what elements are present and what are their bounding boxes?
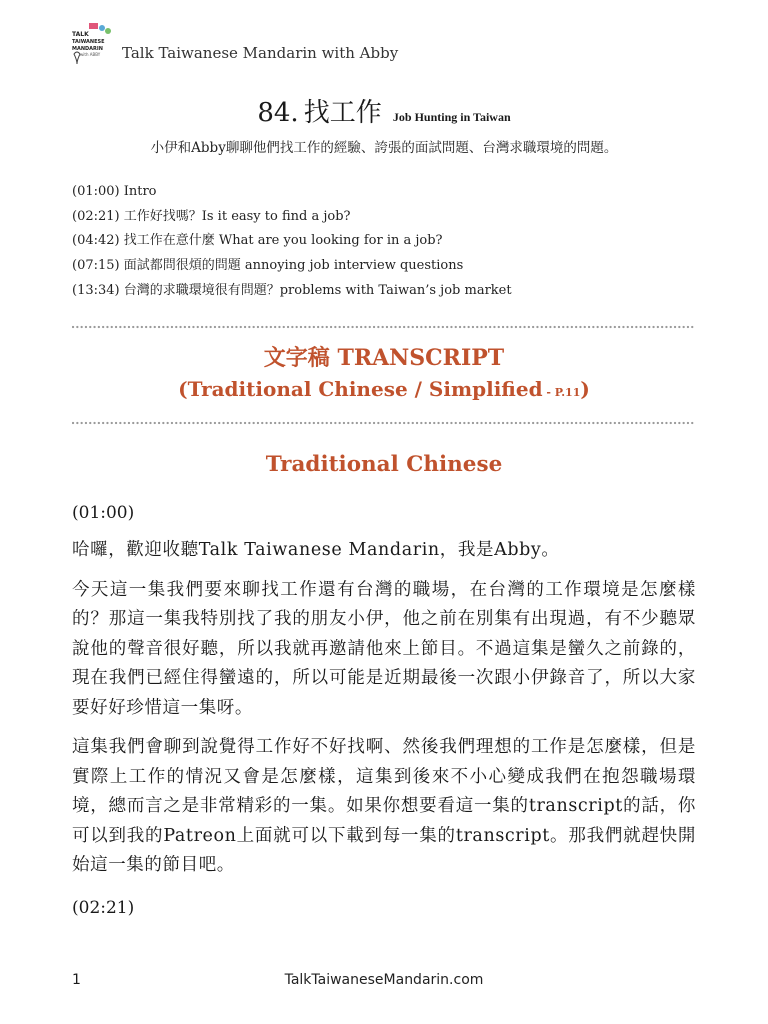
table-of-contents: [72, 180, 712, 304]
logo-line-3: MANDARIN: [72, 46, 103, 52]
toc-item: (07:15) 面試都問很煩的問題 annoying job interview questions: [72, 258, 464, 274]
transcript-title: 文字稿 TRANSCRIPT: [263, 345, 505, 371]
transcript-heading: [0, 342, 768, 408]
site-title: Talk Taiwanese Mandarin with Abby: [122, 44, 399, 62]
timestamp: (01:00): [72, 503, 135, 523]
toc-item: (04:42) 找工作在意什麼 What are you looking for in a job?: [72, 233, 443, 249]
dotted-separator-bottom: [72, 421, 696, 425]
logo-graphic: [70, 22, 120, 66]
section-heading: Traditional Chinese: [265, 452, 503, 477]
episode-heading: [0, 92, 768, 129]
transcript-subtitle-close: ): [580, 377, 590, 401]
paragraph: 今天這一集我們要來聊找工作還有台灣的職場，在台灣的工作環境是怎麼樣的？那這一集我特別找了我的朋友小伊，他之前在別集有出現過，有不少聽眾說他的聲音很好聽，所以我就再邀請他來上節目。不過這集是蠻久之前錄的，現在我們已經住得蠻遠的，所以可能是近期最後一次跟小伊錄音了，所以大家要好好珍惜這一集呀。: [72, 579, 696, 718]
transcript-body: [72, 500, 696, 921]
logo: [70, 22, 120, 66]
footer-site[interactable]: TalkTaiwaneseMandarin.com: [284, 972, 484, 988]
logo-dot-green-icon: [105, 28, 111, 34]
dotted-separator-top: [72, 325, 696, 329]
toc-item: (13:34) 台灣的求職環境很有問題？problems with Taiwan’s job market: [72, 282, 512, 298]
episode-title-en: Job Hunting in Taiwan: [392, 110, 511, 124]
toc-item: (02:21) 工作好找嗎？Is it easy to find a job?: [72, 208, 351, 224]
timestamp: (02:21): [72, 897, 135, 918]
page-number: 1: [72, 972, 81, 988]
logo-line-4: with ABBY: [80, 52, 101, 57]
logo-line-2: TAIWANESE: [72, 39, 105, 45]
episode-number: 84.: [257, 98, 299, 128]
episode-title-zh: 找工作: [303, 98, 382, 128]
transcript-subtitle: [0, 374, 768, 408]
episode-summary: 小伊和Abby聊聊他們找工作的經驗、誇張的面試問題、台灣求職環境的問題。: [150, 140, 618, 156]
transcript-subtitle-main: (Traditional Chinese / Simplified: [178, 377, 543, 401]
toc-item: (01:00) Intro: [72, 184, 157, 199]
paragraph: 這集我們會聊到說覺得工作好不好找啊、然後我們理想的工作是怎麼樣，但是實際上工作的情況又會是怎麼樣，這集到後來不小心變成我們在抱怨職場環境，總而言之是非常精彩的一集。如果你想要看這一集的transcript的話，你可以到我的Patreon上面就可以下載到每一集的transcript。那我們就趕快開始這一集的節目吧。: [72, 737, 696, 875]
logo-line-1: TALK: [72, 31, 89, 38]
logo-flag-icon: [89, 23, 98, 29]
transcript-page-ref: - P.11: [542, 386, 581, 399]
logo-dot-blue-icon: [99, 25, 105, 31]
paragraph: 哈囉，歡迎收聽Talk Taiwanese Mandarin，我是Abby。: [72, 540, 560, 560]
